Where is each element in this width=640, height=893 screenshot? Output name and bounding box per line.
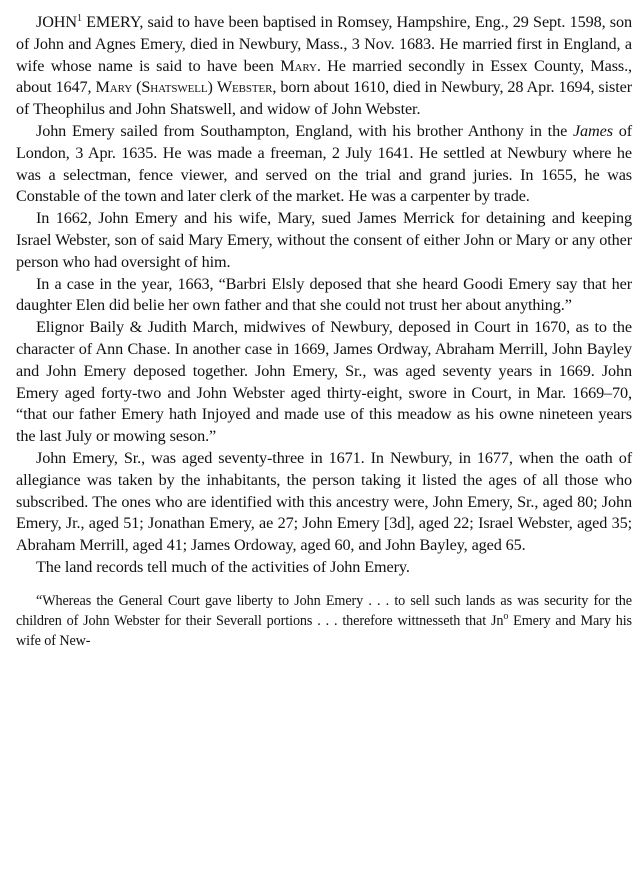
paragraph-lawsuit: In 1662, John Emery and his wife, Mary, sued James Merrick for detaining and keeping Israel Webster, son of said Mary Emery, without the consent of either John or Mary or any other person who had oversight of him. — [16, 209, 632, 271]
ship-name: James — [572, 121, 613, 140]
generation-number: 1 — [76, 13, 82, 24]
name-john: JOHN — [36, 13, 77, 31]
name-shatswell: Shatswell — [141, 78, 208, 97]
text: John Emery sailed from Southampton, England, with his brother Anthony in the — [36, 121, 573, 140]
paragraph-oath-of-allegiance: John Emery, Sr., was aged seventy-three in 1671. In Newbury, in 1677, when the oath of allegiance was taken by the inhabitants, the person taking it listed the ages of all those who subscribed. The ones who are identified with this ancestry were, John Emery, Sr., aged 80; John Emery, Jr., aged 51; Jonathan Emery, ae 27; John Emery [3d], aged 22; Israel Webster, aged 35; Abraham Merrill, aged 41; James Ordoway, aged 60, and John Bayley, aged 65. — [16, 448, 632, 555]
paragraph-depositions-1669: Elignor Baily & Judith March, midwives of Newbury, deposed in Court in 1670, as to the character of Ann Chase. In another case in 1669, James Ordway, Abraham Merrill, John Bayley and John Emery deposed together. John Emery, Sr., was aged seventy years in 1669. John Emery aged forty-two and John Webster aged thirty-eight, swore in Court, in Mar. 1669–70, “that our father Emery hath Injoyed and made use of this meadow as his owne nineteen years the last July or mowing seson.” — [16, 318, 632, 446]
name-mary: Mary — [95, 78, 133, 97]
name-webster: Webster — [216, 78, 273, 97]
paragraph-voyage — [16, 121, 632, 208]
text: of London, 3 Apr. 1635. He was made a freeman, 2 July 1641. He settled at Newbury where he was a selectman, fence viewer, and served on the trial and grand juries. In 1655, he was Constable of the town and later clerk of the market. He was a carpenter by trade. — [16, 121, 633, 206]
superscript: o — [503, 610, 509, 622]
paragraph-land-records: The land records tell much of the activities of John Emery. — [36, 557, 410, 576]
quoted-deed — [16, 591, 632, 651]
text: , born about 1610, died in Newbury, 28 Apr. 1694, sister of Theophilus and John Shatswell, and widow of John Webster. — [16, 78, 632, 119]
text: “Whereas the General Court gave liberty to John Emery . . . to sell such lands as was security for the children of John Webster for their Severall portions . . . therefore wittnesseth that Jn — [16, 592, 632, 629]
text: ( — [132, 78, 142, 97]
text: . He married secondly in Essex County, Mass., about 1647, — [16, 56, 633, 97]
paragraph-john-emery-intro — [16, 12, 632, 121]
text: EMERY, said to have been baptised in Romsey, Hampshire, Eng., 29 Sept. 1598, son of John and Agnes Emery, died in Newbury, Mass., 3 Nov. 1683. He married first in England, a wife whose name is said to have been — [16, 13, 632, 75]
text: Emery and Mary his wife of New- — [16, 612, 632, 649]
name-mary: Mary — [280, 56, 317, 75]
paragraph-deposition-1663: In a case in the year, 1663, “Barbri Elsly deposed that she heard Goodi Emery say that her daughter Elen did belie her own father and that she could not trust her about anything.” — [16, 274, 632, 315]
text: ) — [207, 78, 217, 97]
